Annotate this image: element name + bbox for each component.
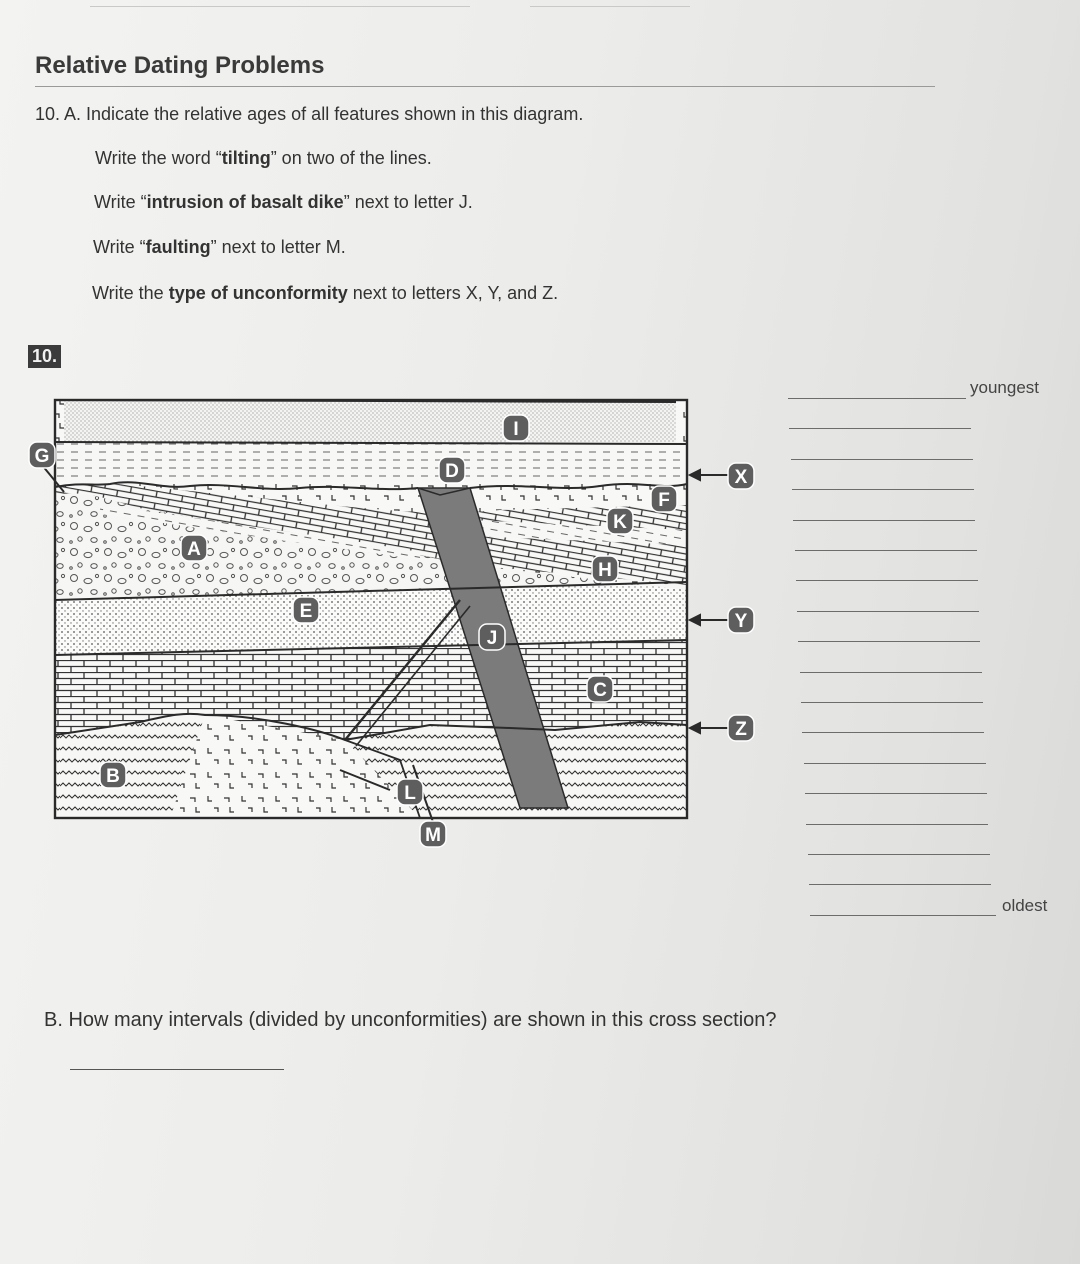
letter-z-badge bbox=[728, 715, 754, 741]
instruction-keyword: tilting bbox=[221, 148, 271, 168]
answer-line[interactable] bbox=[793, 520, 975, 521]
answer-line[interactable] bbox=[802, 732, 984, 733]
letter-i-badge bbox=[503, 415, 529, 441]
letter-y-badge bbox=[728, 607, 754, 633]
problem-number: 10. bbox=[28, 345, 61, 368]
rock-layers bbox=[55, 400, 687, 818]
answer-line[interactable] bbox=[801, 702, 983, 703]
header-rule-right bbox=[530, 6, 690, 7]
letter-l-badge bbox=[397, 779, 423, 805]
instruction-text: Write “ bbox=[93, 237, 146, 257]
letter-m: M bbox=[425, 825, 441, 846]
question-b-answer-line[interactable] bbox=[70, 1069, 284, 1070]
letter-g-badge bbox=[29, 442, 55, 468]
answer-line[interactable] bbox=[792, 489, 974, 490]
letter-b: B bbox=[106, 766, 120, 787]
instruction-faulting bbox=[93, 237, 346, 258]
answer-line[interactable] bbox=[796, 580, 978, 581]
answer-line[interactable] bbox=[789, 428, 971, 429]
answer-line[interactable] bbox=[797, 611, 979, 612]
letter-e-badge bbox=[293, 597, 319, 623]
oldest-label: oldest bbox=[1002, 896, 1048, 915]
instruction-dike bbox=[94, 192, 473, 213]
instruction-text: ” on two of the lines. bbox=[270, 148, 432, 168]
instruction-text: ” next to letter J. bbox=[343, 192, 473, 212]
letter-a: A bbox=[187, 539, 201, 560]
letter-d: D bbox=[445, 461, 459, 482]
letter-m-badge bbox=[420, 821, 446, 847]
page-title: Relative Dating Problems bbox=[35, 52, 935, 87]
letter-d-badge bbox=[439, 457, 465, 483]
letter-h-badge bbox=[592, 556, 618, 582]
letter-i: I bbox=[513, 419, 519, 440]
letter-k-badge bbox=[607, 508, 633, 534]
instruction-text: Write the bbox=[92, 283, 169, 303]
letter-c-badge bbox=[587, 676, 613, 702]
letter-z: Z bbox=[735, 719, 747, 740]
instruction-text: next to letters X, Y, and Z. bbox=[347, 283, 559, 303]
letter-f: F bbox=[658, 490, 670, 511]
instruction-text: Write “ bbox=[94, 192, 147, 212]
answer-line[interactable] bbox=[791, 459, 973, 460]
letter-a-badge bbox=[181, 535, 207, 561]
instruction-tilting bbox=[95, 148, 432, 169]
letter-j: J bbox=[486, 628, 498, 649]
answer-line[interactable] bbox=[809, 884, 991, 885]
instruction-keyword: faulting bbox=[145, 237, 211, 257]
answer-line[interactable] bbox=[798, 641, 980, 642]
letter-x-badge bbox=[728, 463, 754, 489]
header-rule-left bbox=[90, 6, 470, 7]
letter-k: K bbox=[613, 512, 627, 533]
answer-line[interactable] bbox=[788, 398, 966, 399]
question-b: B. How many intervals (divided by unconformities) are shown in this cross section? bbox=[44, 1009, 777, 1031]
answer-line[interactable] bbox=[795, 550, 977, 551]
instruction-text: ” next to letter M. bbox=[210, 237, 346, 257]
letter-b-badge bbox=[100, 762, 126, 788]
answer-line[interactable] bbox=[806, 824, 988, 825]
question-a: 10. A. Indicate the relative ages of all features shown in this diagram. bbox=[35, 104, 584, 124]
answer-line[interactable] bbox=[808, 854, 990, 855]
instruction-keyword: intrusion of basalt dike bbox=[146, 192, 344, 212]
instruction-text: Write the word “ bbox=[95, 148, 222, 168]
letter-j-badge bbox=[479, 624, 505, 650]
letter-h: H bbox=[598, 560, 612, 581]
youngest-label: youngest bbox=[970, 378, 1039, 397]
letter-x: X bbox=[734, 467, 748, 488]
answer-line[interactable] bbox=[800, 672, 982, 673]
answer-line[interactable] bbox=[805, 793, 987, 794]
letter-g: G bbox=[34, 446, 50, 467]
letter-c: C bbox=[593, 680, 607, 701]
letter-e: E bbox=[299, 601, 313, 622]
instruction-unconformity bbox=[92, 283, 558, 304]
letter-y: Y bbox=[734, 611, 748, 632]
instruction-keyword: type of unconformity bbox=[168, 283, 348, 303]
letter-l: L bbox=[404, 783, 416, 804]
answer-line[interactable] bbox=[810, 915, 996, 916]
letter-f-badge bbox=[651, 486, 677, 512]
answer-line[interactable] bbox=[804, 763, 986, 764]
